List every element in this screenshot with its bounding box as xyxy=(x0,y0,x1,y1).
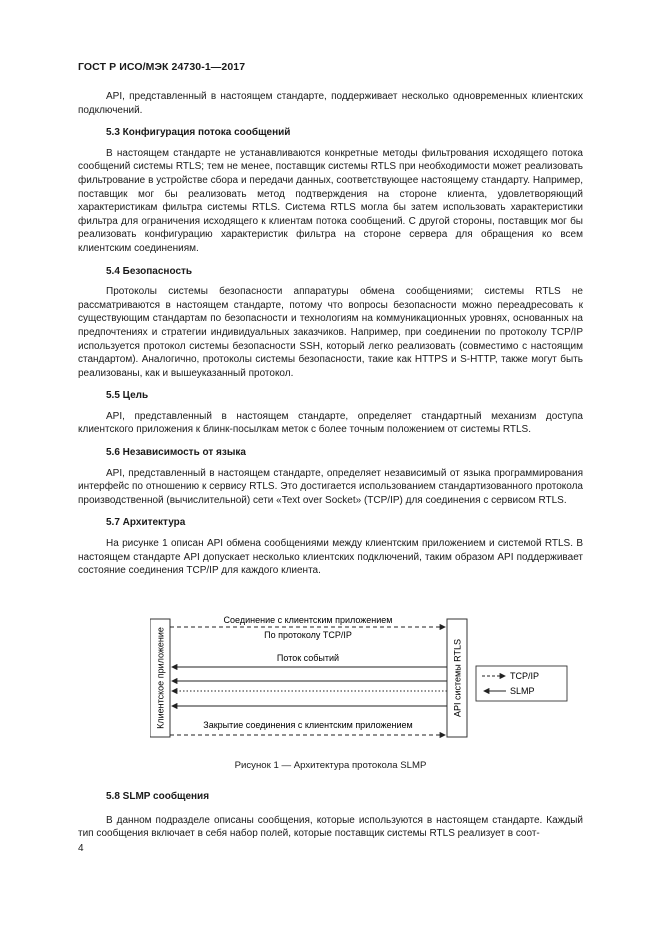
section-text-5-5: API, представленный в настоящем стандарте, определяет стандартный механизм доступа клиентского приложения к блинк-посылкам меток с более точным положением от системы RTLS. xyxy=(78,410,583,436)
connection-label: Соединение с клиентским приложением xyxy=(223,615,393,625)
client-app-label: Клиентское приложение xyxy=(155,627,166,729)
legend-slmp-label: SLMP xyxy=(510,686,535,696)
figure-caption: Рисунок 1 — Архитектура протокола SLMP xyxy=(234,760,427,771)
section-title-5-4: 5.4 Безопасность xyxy=(106,265,193,277)
architecture-figure xyxy=(150,611,570,746)
events-label: Поток событий xyxy=(276,653,340,663)
page-number: 4 xyxy=(78,843,84,854)
main-content xyxy=(78,90,583,578)
section-title-5-3: 5.3 Конфигурация потока сообщений xyxy=(106,127,291,139)
section-text-5-3: В настоящем стандарте не устанавливаются конкретные методы фильтрования исходящего потока сообщений системы RTLS; тем не менее, поставщик системы RTLS при необходимости может реализовать фильтрование в устройстве сбора и передачи данных, соответствующее настоящему стандарту. Например, поставщик мог бы реализовать метод подтверждения на стороне клиента, удовлетворяющий характеристикам фильтра системы RTLS. Система RTLS могла бы затем использовать характеристики фильтра для ограничения исходящего к клиентам потока сообщений. С другой стороны, поставщик мог бы реализовать конфигурацию характеристик фильтра на стороне сервера для обращения ко всем клиентским соединениям. xyxy=(78,147,583,254)
section-5-8 xyxy=(78,790,583,841)
section-title-5-8: 5.8 SLMP сообщения xyxy=(106,791,210,802)
protocol-label: По протоколу TCP/IP xyxy=(264,630,352,640)
section-text-5-4: Протоколы системы безопасности аппаратуры обмена сообщениями; системы RTLS не рассматриваются в настоящем стандарте, потому что вопросы безопасности можно переадресовать к существующим стандартам по безопасности и технологиям на коммуникационных уровнях, основанных на предпочтениях и стратегии индивидуальных заказчиков. Например, при соединении по протоколу TCP/IP используется протокол системы безопасности SSH, который легко реализовать (совместимо с настоящим стандартом). Аналогично, протоколы системы безопасности, такие как HTTPS и S-HTTP, также могут быть реализованы, как и вышеуказанный протокол. xyxy=(78,286,583,379)
section-text-5-8: В данном подразделе описаны сообщения, которые используются в настоящем стандарте. Каждый тип сообщения включает в себя набор полей, которые поставщик системы RTLS реализует в соот- xyxy=(78,814,583,840)
intro-paragraph: API, представленный в настоящем стандарте, поддерживает несколько одновременных клиентских подключений. xyxy=(78,91,583,116)
section-title-5-7: 5.7 Архитектура xyxy=(106,517,186,529)
section-title-5-6: 5.6 Независимость от языка xyxy=(106,447,246,459)
close-connection-label: Закрытие соединения с клиентским приложением xyxy=(203,720,413,730)
document-header: ГОСТ Р ИСО/МЭК 24730-1—2017 xyxy=(78,61,246,73)
section-title-5-5: 5.5 Цель xyxy=(106,390,149,402)
rtls-api-label: API системы RTLS xyxy=(452,638,463,718)
section-text-5-6: API, представленный в настоящем стандарте, определяет независимый от языка программирования интерфейс по отношению к сервису RTLS. Это достигается использованием стандартизованного протокола производственной (вычислительной) сети «Text over Socket» (TCP/IP) для соединения с сервисом RTLS. xyxy=(78,467,583,506)
architecture-diagram xyxy=(150,611,570,746)
legend-tcp-label: TCP/IP xyxy=(510,671,540,681)
section-text-5-7: На рисунке 1 описан API обмена сообщениями между клиентским приложением и системой RTLS. В настоящем стандарте API допускает несколько клиентских подключений, таким образом API поддерживает состояние соединения TCP/IP для каждого клиента. xyxy=(78,538,583,577)
